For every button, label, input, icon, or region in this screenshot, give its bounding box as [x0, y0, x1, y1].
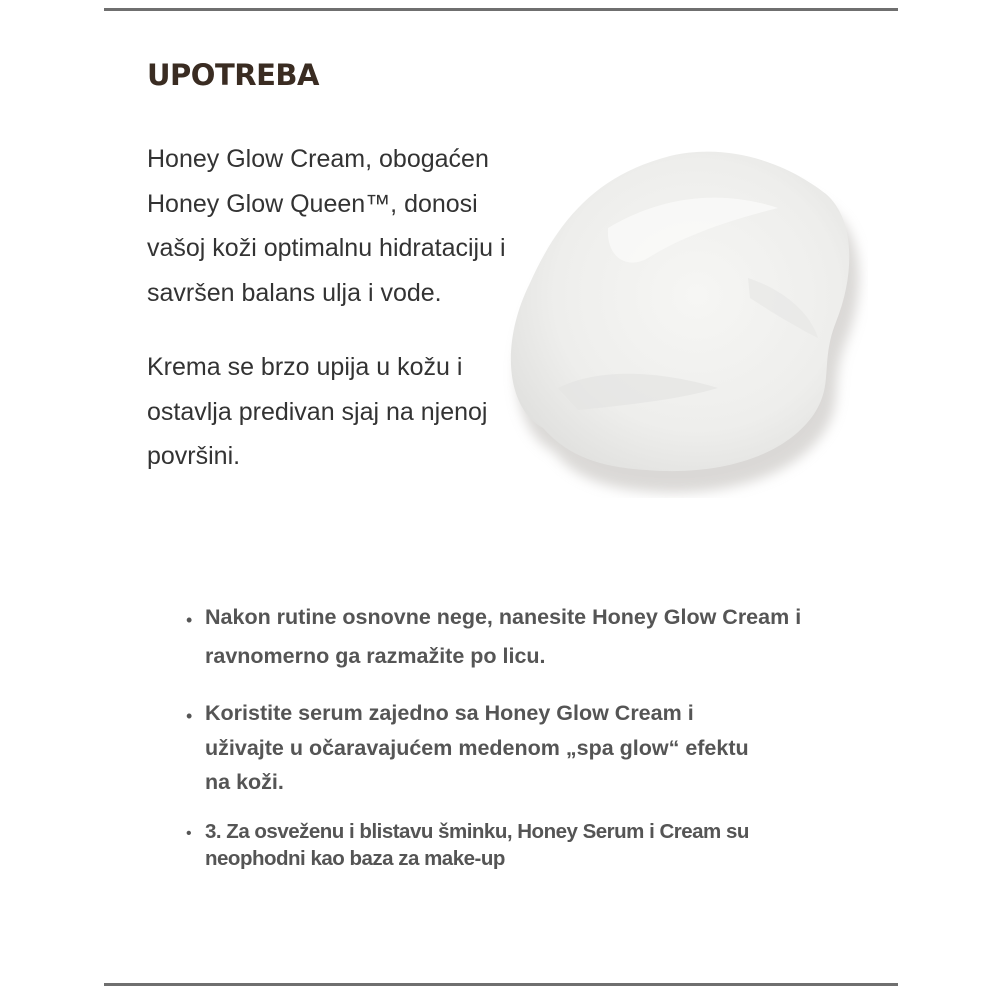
instruction-item-makeup: • 3. Za osveženu i blistavu šminku, Honey Serum i Cream su neophodni kao baza za make-up [186, 818, 825, 872]
intro-paragraph-hydration: Honey Glow Cream, obogaćen Honey Glow Queen™, donosi vašoj koži optimalnu hidrataciju i savršen balans ulja i vode. [147, 145, 506, 307]
bottom-divider [104, 983, 898, 986]
intro-paragraph-absorption: Krema se brzo upija u kožu i ostavlja predivan sjaj na njenoj površini. [147, 353, 488, 470]
section-heading: UPOTREBA [147, 58, 319, 92]
usage-instructions-list [186, 598, 876, 872]
cream-swatch-image [488, 138, 868, 498]
top-divider [104, 8, 898, 11]
instruction-item-apply: • Nakon rutine osnovne nege, nanesite Honey Glow Cream i ravnomerno ga razmažite po licu. [186, 598, 885, 676]
instruction-item-serum: • Koristite serum zajedno sa Honey Glow Cream i uživajte u očaravajućem medenom „spa glow“ efektu na koži. [186, 696, 765, 800]
